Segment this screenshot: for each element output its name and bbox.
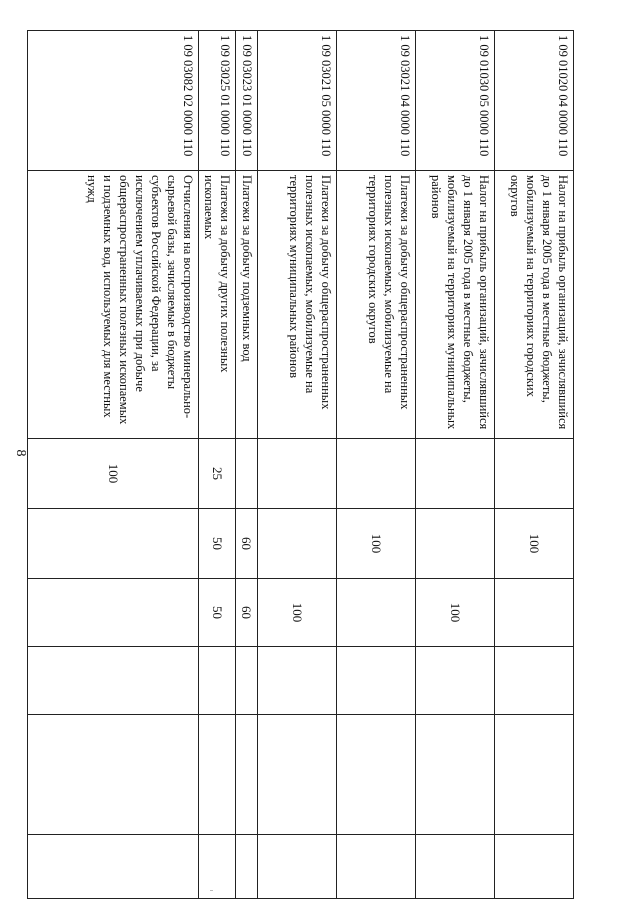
- page-number: 8: [13, 449, 28, 457]
- budget-code-cell: 1 09 03021 04 0000 110: [337, 31, 416, 171]
- percentage-cell: [495, 715, 574, 835]
- percentage-cell: [28, 647, 199, 715]
- percentage-cell: 60: [236, 579, 258, 647]
- revenue-name-cell: Налог на прибыль организаций, зачислявшийся до 1 января 2005 года в местные бюджеты, мобилизуемый на территориях муниципальных районов: [416, 171, 495, 439]
- percentage-cell: [416, 715, 495, 835]
- percentage-cell: [258, 509, 337, 579]
- percentage-cell: [258, 715, 337, 835]
- percentage-cell: [236, 647, 258, 715]
- percentage-cell: [199, 835, 236, 899]
- percentage-cell: 100: [258, 579, 337, 647]
- budget-revenue-table: [27, 30, 574, 899]
- table-row: [258, 31, 337, 899]
- scan-speck: [210, 890, 213, 891]
- budget-code-cell: 1 09 03025 01 0000 110: [199, 31, 236, 171]
- percentage-cell: [337, 715, 416, 835]
- table-row: [199, 31, 236, 899]
- budget-code-cell: 1 09 03023 01 0000 110: [236, 31, 258, 171]
- revenue-name-cell: Налог на прибыль организаций, зачислявшийся до 1 января 2005 года в местные бюджеты, мобилизуемый на территориях городских округов: [495, 171, 574, 439]
- revenue-name-cell: Платежи за добычу общераспространенных полезных ископаемых, мобилизуемые на территориях муниципальных районов: [258, 171, 337, 439]
- percentage-cell: [416, 439, 495, 509]
- percentage-cell: [236, 715, 258, 835]
- percentage-cell: [337, 835, 416, 899]
- percentage-cell: [416, 509, 495, 579]
- revenue-name-cell: Отчисления на воспроизводство минерально-сырьевой базы, зачисляемые в бюджеты субъектов Российской Федерации, за исключением уплачиваемых при добыче общераспространенных полезных ископаемых и подземных вод, используемых для местных нужд: [28, 171, 199, 439]
- percentage-cell: 100: [337, 509, 416, 579]
- percentage-cell: [416, 835, 495, 899]
- percentage-cell: 100: [495, 509, 574, 579]
- budget-code-cell: 1 09 01020 04 0000 110: [495, 31, 574, 171]
- percentage-cell: [495, 647, 574, 715]
- revenue-name-cell: Платежи за добычу общераспространенных полезных ископаемых, мобилизуемые на территориях городских округов: [337, 171, 416, 439]
- percentage-cell: [28, 715, 199, 835]
- percentage-cell: [28, 509, 199, 579]
- percentage-cell: [236, 835, 258, 899]
- table-row: [236, 31, 258, 899]
- budget-code-cell: 1 09 03082 02 0000 110: [28, 31, 199, 171]
- percentage-cell: [416, 647, 495, 715]
- budget-code-cell: 1 09 01030 05 0000 110: [416, 31, 495, 171]
- percentage-cell: [495, 439, 574, 509]
- table-row: [337, 31, 416, 899]
- revenue-name-cell: Платежи за добычу других полезных ископаемых: [199, 171, 236, 439]
- percentage-cell: 100: [416, 579, 495, 647]
- percentage-cell: [199, 647, 236, 715]
- percentage-cell: [337, 439, 416, 509]
- percentage-cell: [28, 835, 199, 899]
- percentage-cell: 60: [236, 509, 258, 579]
- percentage-cell: [258, 439, 337, 509]
- percentage-cell: [495, 579, 574, 647]
- table-row: [416, 31, 495, 899]
- revenue-name-cell: Платежи за добычу подземных вод: [236, 171, 258, 439]
- percentage-cell: [258, 647, 337, 715]
- percentage-cell: [258, 835, 337, 899]
- rotated-table-container: [28, 30, 574, 898]
- percentage-cell: [337, 647, 416, 715]
- percentage-cell: [236, 439, 258, 509]
- percentage-cell: 50: [199, 579, 236, 647]
- table-row: [28, 31, 199, 899]
- percentage-cell: 25: [199, 439, 236, 509]
- table-row: [495, 31, 574, 899]
- percentage-cell: [495, 835, 574, 899]
- percentage-cell: [337, 579, 416, 647]
- percentage-cell: [28, 579, 199, 647]
- percentage-cell: 100: [28, 439, 199, 509]
- budget-code-cell: 1 09 03021 05 0000 110: [258, 31, 337, 171]
- percentage-cell: 50: [199, 509, 236, 579]
- percentage-cell: [199, 715, 236, 835]
